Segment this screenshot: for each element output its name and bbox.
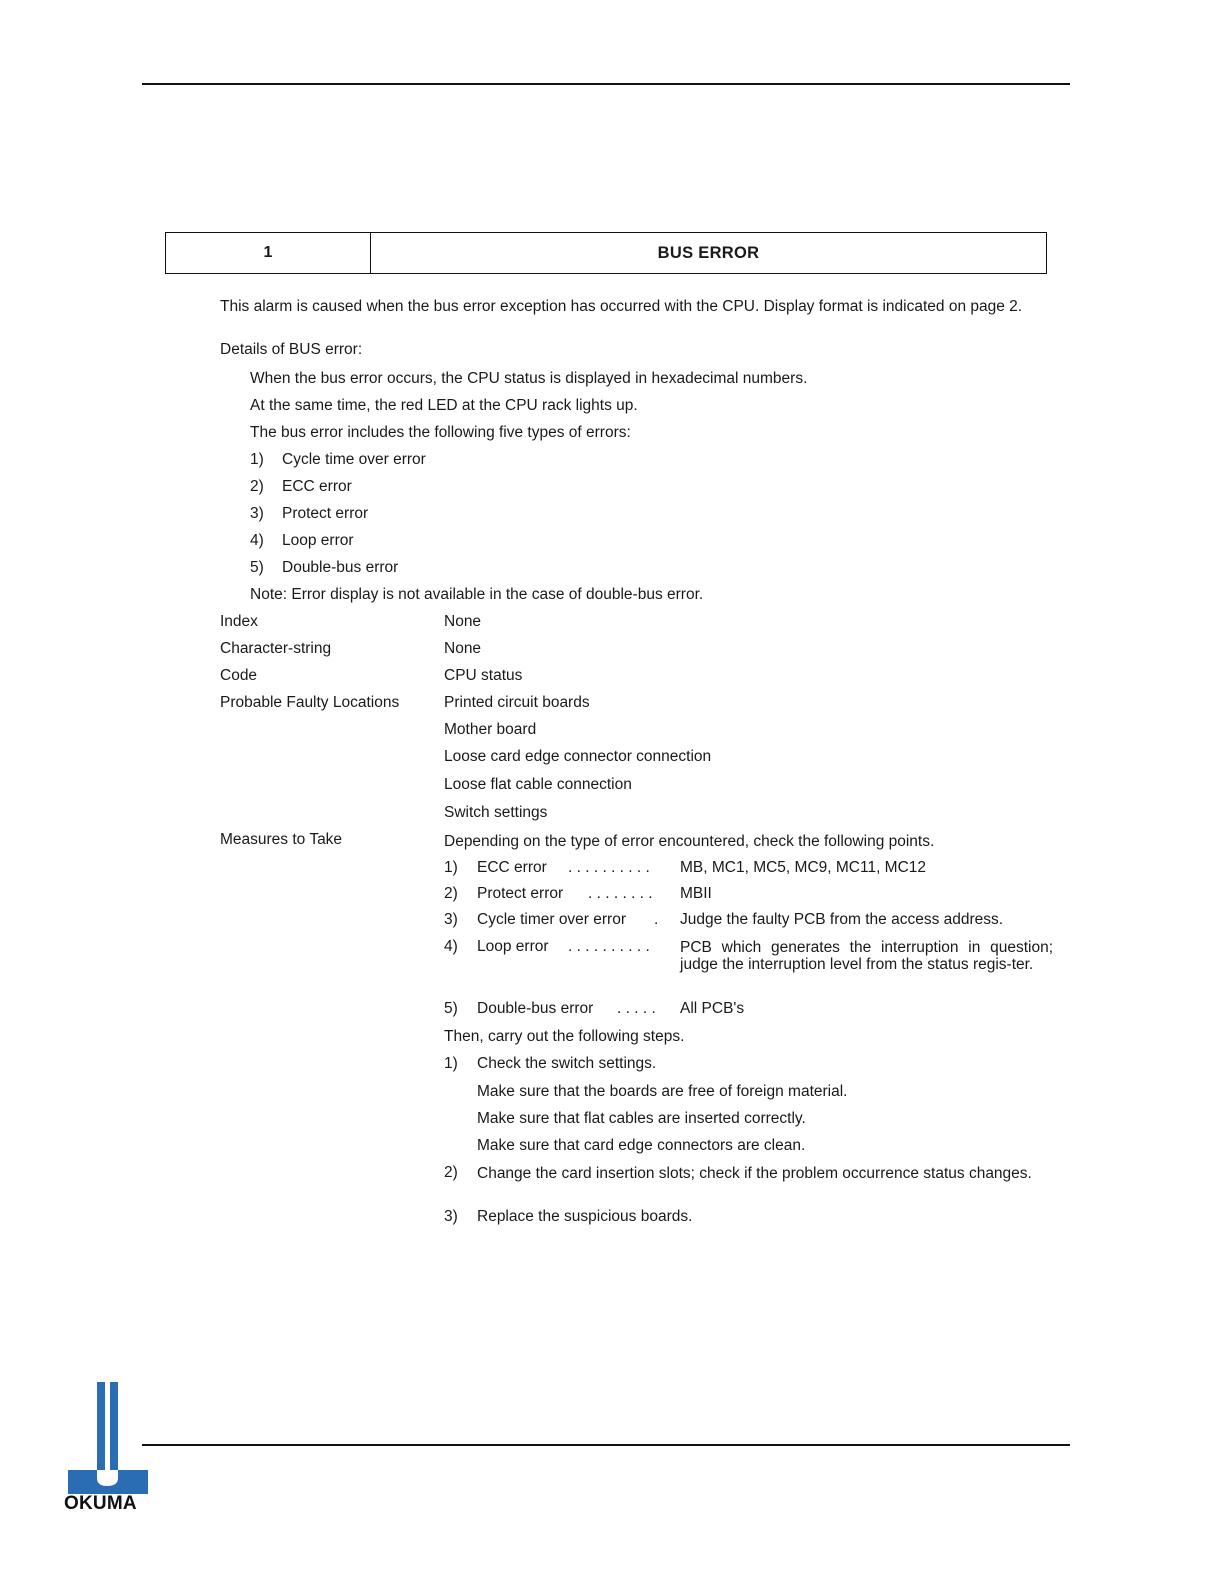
field-label-measures: Measures to Take [220, 831, 343, 848]
field-label-code: Code [220, 667, 258, 684]
field-label-character-string: Character-string [220, 640, 332, 657]
check-leader-dots: . . . . . . . . . . [568, 938, 650, 955]
check-value: PCB which generates the interruption in question; judge the interruption level from the status regis-ter. [680, 939, 1053, 973]
intro-paragraph: This alarm is caused when the bus error exception has occurred with the CPU. Display format is indicated on page 2. [220, 298, 1023, 315]
check-number: 2) [444, 885, 458, 902]
steps-intro: Then, carry out the following steps. [444, 1028, 685, 1045]
faulty-location-item: Loose card edge connector connection [444, 748, 712, 765]
step-text: Check the switch settings. [477, 1055, 657, 1072]
error-type-label: Loop error [282, 532, 354, 549]
check-label: Protect error [477, 885, 564, 902]
check-number: 1) [444, 859, 458, 876]
check-label: Loop error [477, 938, 549, 955]
details-line: At the same time, the red LED at the CPU rack lights up. [250, 397, 638, 414]
check-label: Cycle timer over error [477, 911, 626, 928]
faulty-location-item: Mother board [444, 721, 537, 738]
field-label-index: Index [220, 613, 258, 630]
check-leader-dots: . . . . . [617, 1000, 656, 1017]
alarm-header [165, 232, 1047, 274]
check-leader-dots: . . . . . . . . [588, 885, 653, 902]
details-line: The bus error includes the following five types of errors: [250, 424, 631, 441]
top-rule [142, 83, 1070, 85]
alarm-title: BUS ERROR [657, 243, 760, 262]
error-type-number: 5) [250, 559, 264, 576]
check-value: Judge the faulty PCB from the access address. [680, 911, 1004, 928]
step-text: Change the card insertion slots; check if the problem occurrence status changes. [477, 1165, 1032, 1182]
step-number: 1) [444, 1055, 458, 1072]
error-type-number: 4) [250, 532, 264, 549]
step-number: 3) [444, 1208, 458, 1225]
check-number: 3) [444, 911, 458, 928]
check-number: 5) [444, 1000, 458, 1017]
okuma-brand-text: OKUMA [64, 1493, 137, 1514]
field-value-index: None [444, 613, 482, 630]
faulty-location-item: Switch settings [444, 804, 548, 821]
alarm-number: 1 [166, 233, 371, 273]
bottom-rule [142, 1444, 1070, 1446]
step-number: 2) [444, 1164, 458, 1181]
check-value: MB, MC1, MC5, MC9, MC11, MC12 [680, 859, 927, 876]
error-type-number: 2) [250, 478, 264, 495]
field-value-character-string: None [444, 640, 482, 657]
details-line: When the bus error occurs, the CPU status is displayed in hexadecimal numbers. [250, 370, 808, 387]
sub-step-text: Make sure that the boards are free of foreign material. [477, 1083, 848, 1100]
faulty-location-item: Loose flat cable connection [444, 776, 632, 793]
details-heading: Details of BUS error: [220, 341, 363, 358]
check-number: 4) [444, 938, 458, 955]
note-text: Note: Error display is not available in the case of double-bus error. [250, 586, 704, 603]
error-type-number: 3) [250, 505, 264, 522]
check-leader-dots: . [654, 911, 659, 928]
sub-step-text: Make sure that card edge connectors are clean. [477, 1137, 806, 1154]
field-value-code: CPU status [444, 667, 523, 684]
step-text: Replace the suspicious boards. [477, 1208, 693, 1225]
check-label: ECC error [477, 859, 547, 876]
check-leader-dots: . . . . . . . . . . [568, 859, 650, 876]
error-type-label: Protect error [282, 505, 369, 522]
measures-intro: Depending on the type of error encountered, check the following points. [444, 833, 935, 850]
error-type-label: Double-bus error [282, 559, 399, 576]
error-type-number: 1) [250, 451, 264, 468]
check-value: MBII [680, 885, 712, 902]
field-label-faulty-locations: Probable Faulty Locations [220, 694, 400, 711]
faulty-location-item: Printed circuit boards [444, 694, 590, 711]
sub-step-text: Make sure that flat cables are inserted correctly. [477, 1110, 806, 1127]
check-value: All PCB's [680, 1000, 745, 1017]
error-type-label: ECC error [282, 478, 352, 495]
check-label: Double-bus error [477, 1000, 594, 1017]
error-type-label: Cycle time over error [282, 451, 426, 468]
